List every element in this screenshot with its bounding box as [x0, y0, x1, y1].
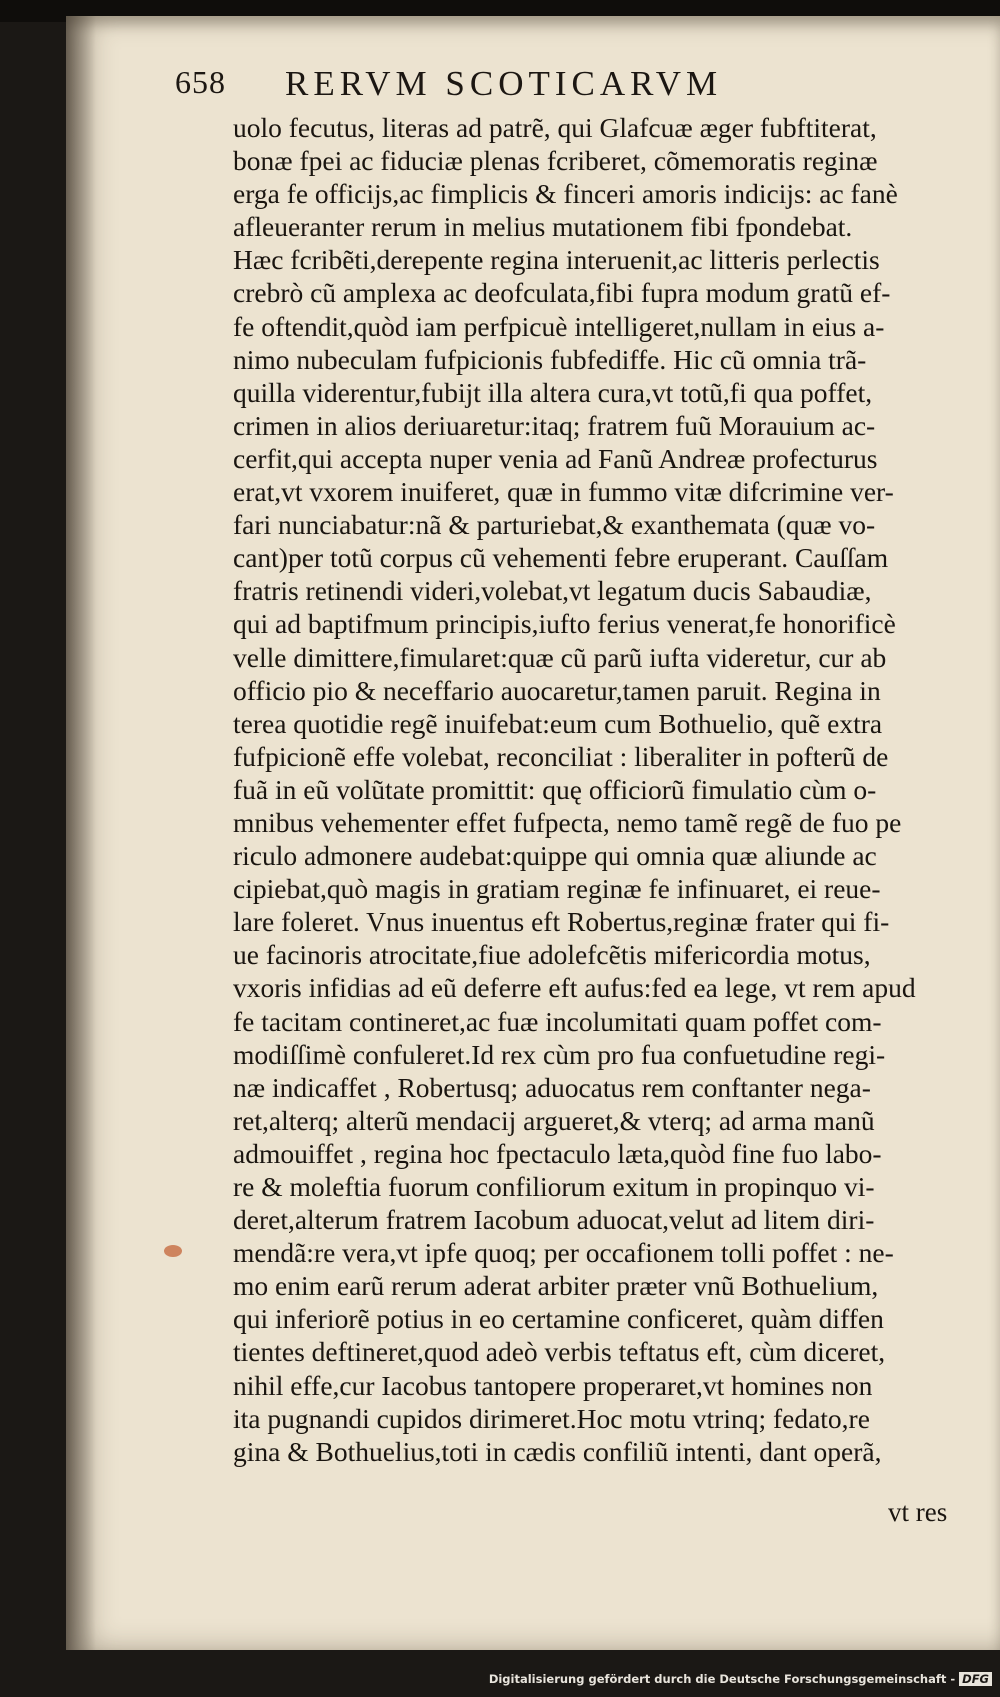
text-line: nihil effe,cur Iacobus tantopere properaret,vt homines non: [233, 1369, 873, 1401]
text-line: qui inferiorẽ potius in eo certamine conficeret, quàm diffen: [233, 1303, 884, 1335]
text-line: crimen in alios deriuaretur:itaq; fratrem fuũ Morauium ac-: [233, 409, 876, 441]
text-line: qui ad baptifmum principis,iufto ferius venerat,fe honorificè: [233, 608, 896, 640]
text-line: fe oftendit,quòd iam perfpicuè intelligeret,nullam in eius a-: [233, 310, 885, 342]
text-line: ret,alterq; alterũ mendacij argueret,& vterq; ad arma manũ: [233, 1104, 875, 1136]
text-line: uolo fecutus, literas ad patrẽ, qui Glafcuæ æger fubftiterat,: [233, 112, 877, 143]
text-line: mendã:re vera,vt ipfe quoq; per occafionem tolli poffet : ne-: [233, 1237, 894, 1269]
text-line: lare foleret. Vnus inuentus eft Robertus,reginæ frater qui fi-: [233, 906, 890, 938]
gutter-shadow: [66, 16, 96, 1650]
text-line: fe tacitam contineret,ac fuæ incolumitati quam poffet com-: [233, 1005, 882, 1037]
text-line: admouiffet , regina hoc fpectaculo læta,quòd fine fuo labo-: [233, 1137, 882, 1169]
body-text: [233, 111, 978, 1468]
text-line: mnibus vehementer effet fufpecta, nemo tamẽ regẽ de fuo pe: [233, 806, 902, 838]
text-line: fari nunciabatur:nã & parturiebat,& exanthemata (quæ vo-: [233, 509, 876, 541]
text-line: mo enim earũ rerum aderat arbiter præter vnũ Bothuelium,: [233, 1270, 879, 1302]
text-line: erga fe officijs,ac fimplicis & finceri amoris indicijs: ac fanè: [233, 178, 898, 210]
text-line: vxoris infidias ad eũ deferre eft aufus:fed ea lege, vt rem apud: [233, 972, 916, 1004]
text-line: riculo admonere audebat:quippe qui omnia quæ aliunde ac: [233, 840, 877, 872]
text-line: officio pio & neceffario auocaretur,tamen paruit. Regina in: [233, 674, 881, 706]
text-line: re & moleftia fuorum confiliorum exitum in propinquo vi-: [233, 1171, 875, 1202]
text-line: erat,vt vxorem inuiferet, quæ in fummo vitæ difcrimine ver-: [233, 476, 894, 508]
text-line: næ indicaffet , Robertusq; aduocatus rem conftanter nega-: [233, 1071, 871, 1103]
paper-stain: [164, 1245, 182, 1257]
text-line: velle dimittere,fimularet:quæ cũ parũ iufta videretur, cur ab: [233, 641, 887, 673]
catchword: vt res: [888, 1497, 948, 1527]
text-line: fratris retinendi videri,volebat,vt legatum ducis Sabaudiæ,: [233, 575, 872, 607]
text-line: cerfit,qui accepta nuper venia ad Fanũ Andreæ profecturus: [233, 442, 878, 474]
text-line: cant)per totũ corpus cũ vehementi febre eruperant. Cauſſam: [233, 542, 889, 574]
text-line: deret,alterum fratrem Iacobum aduocat,velut ad litem diri-: [233, 1204, 875, 1236]
text-line: afleueranter rerum in melius mutationem fibi fpondebat.: [233, 211, 853, 243]
running-title: RERVM SCOTICARVM: [285, 64, 723, 103]
text-line: ita pugnandi cupidos dirimeret.Hoc motu vtrinq; fedato,re: [233, 1402, 870, 1434]
text-line: cipiebat,quò magis in gratiam reginæ fe infinuaret, ei reue-: [233, 873, 881, 905]
credit-text: Digitalisierung gefördert durch die Deutsche Forschungsgemeinschaft -: [488, 1672, 956, 1686]
text-line: terea quotidie regẽ inuifebat:eum cum Bothuelio, quẽ extra: [233, 707, 883, 739]
page-number: 658: [175, 64, 226, 100]
text-line: fufpicionẽ effe volebat, reconciliat : liberaliter in pofterũ de: [233, 740, 889, 772]
text-line: gina & Bothuelius,toti in cædis confiliũ intenti, dant operã,: [233, 1435, 882, 1467]
dfg-logo: DFG: [959, 1672, 992, 1686]
text-line: Hæc fcribẽti,derepente regina interuenit,ac litteris perlectis: [233, 244, 880, 276]
page-header: [175, 62, 895, 106]
digitization-credit: [489, 1672, 992, 1686]
text-line: quilla viderentur,fubijt illa altera cura,vt totũ,fi qua poffet,: [233, 376, 873, 408]
text-line: bonæ fpei ac fiduciæ plenas fcriberet, cõmemoratis reginæ: [233, 145, 878, 177]
text-line: modiſſimè confuleret.Id rex cùm pro fua confuetudine regi-: [233, 1038, 886, 1070]
text-line: ue facinoris atrocitate,fiue adolefcẽtis mifericordia motus,: [233, 939, 871, 971]
text-line: nimo nubeculam fufpicionis fubfediffe. Hic cũ omnia trã-: [233, 343, 867, 375]
text-line: tientes deftineret,quod adeò verbis teftatus eft, cùm diceret,: [233, 1336, 886, 1368]
text-line: fuã in eũ volũtate promittit: quę officiorũ fimulatio cùm o-: [233, 773, 877, 805]
text-line: crebrò cũ amplexa ac deofculata,fibi fupra modum gratũ ef-: [233, 277, 891, 309]
